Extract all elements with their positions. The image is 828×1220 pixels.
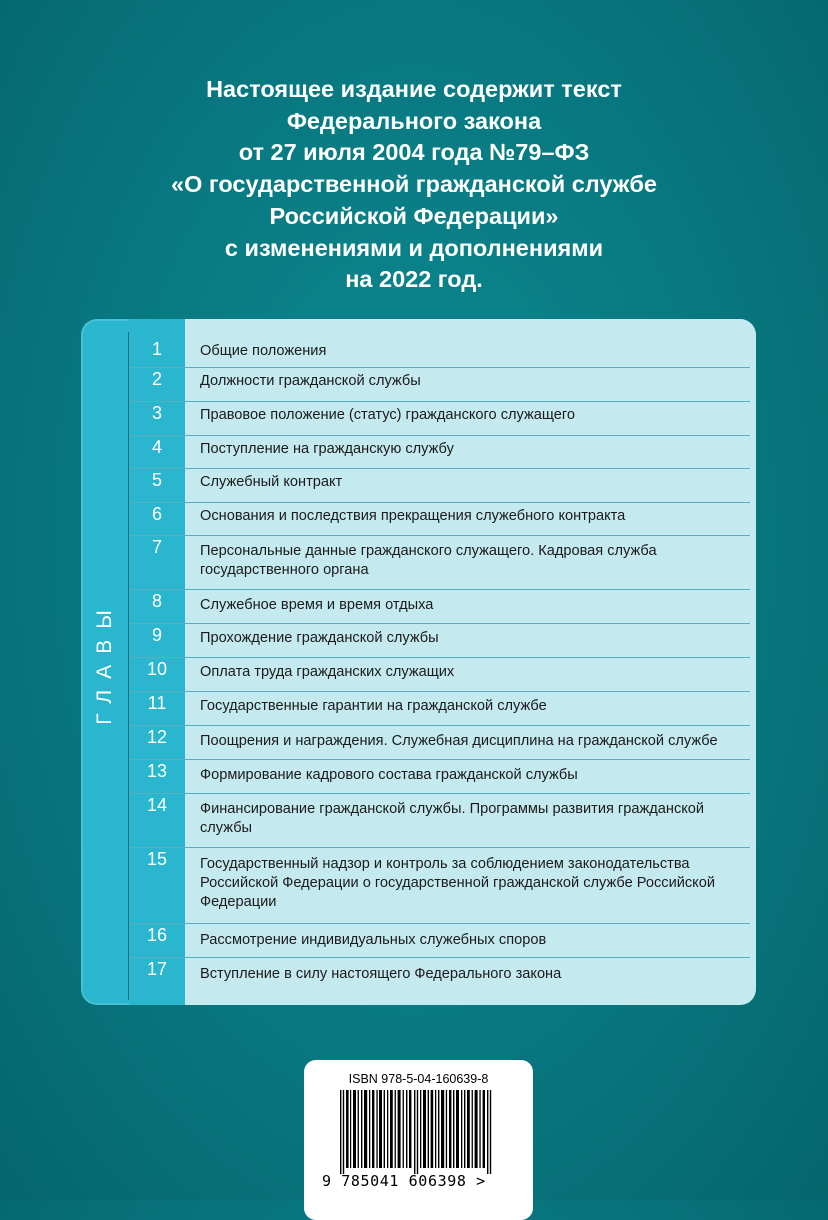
intro-line: с изменениями и дополнениями (224, 234, 604, 261)
chapter-number: 5 (151, 470, 162, 490)
intro-line: Федерального закона (286, 107, 542, 134)
chapter-row (129, 436, 750, 469)
isbn-barcode-box (304, 1060, 533, 1220)
intro-line: Российской Федерации» (269, 202, 559, 229)
chapter-row (129, 692, 750, 726)
chapter-title: Должности гражданской службы (200, 373, 421, 389)
chapter-number: 13 (146, 761, 168, 781)
chapter-number: 9 (151, 625, 162, 645)
chapter-title: Основания и последствия прекращения служебного контракта (200, 508, 626, 524)
chapter-row (129, 794, 750, 848)
chapters-vertical-label-area (81, 319, 129, 1005)
chapter-number: 10 (146, 659, 168, 679)
intro-line: на 2022 год. (345, 266, 483, 293)
chapters-vertical-label: ГЛАВЫ (93, 599, 117, 725)
chapter-title: Рассмотрение индивидуальных служебных споров (200, 932, 547, 948)
chapter-title: Правовое положение (статус) гражданского служащего (200, 407, 575, 423)
chapter-row (129, 760, 750, 794)
intro-line: Настоящее издание содержит текст (206, 76, 622, 102)
chapter-row (129, 338, 750, 368)
chapter-number: 6 (151, 504, 162, 524)
chapters-panel (81, 319, 756, 1005)
chapter-number: 4 (151, 437, 162, 457)
chapter-title: Вступление в силу настоящего Федерального закона (200, 966, 562, 982)
chapter-number: 15 (146, 849, 168, 869)
chapter-row (129, 958, 750, 991)
chapter-title: Оплата труда гражданских служащих (200, 664, 455, 680)
chapter-title: Формирование кадрового состава гражданской службы (200, 767, 578, 783)
chapter-row (129, 368, 750, 402)
chapter-row (129, 924, 750, 958)
chapter-row (129, 658, 750, 692)
chapter-number: 16 (146, 925, 168, 945)
intro-line: от 27 июля 2004 года №79–ФЗ (238, 139, 590, 166)
chapters-list (129, 319, 756, 1005)
intro-line: «О государственной гражданской службе (171, 171, 657, 198)
chapter-number: 1 (151, 339, 162, 359)
chapter-title: Общие положения (200, 343, 327, 359)
isbn-label: ISBN 978-5-04-160639-8 (348, 1072, 489, 1086)
chapter-title: Государственные гарантии на гражданской службе (200, 698, 547, 714)
chapter-title: Финансирование гражданской службы. Программы развития гражданской службы (200, 801, 705, 836)
chapter-title: Персональные данные гражданского служащего. Кадровая служба государственного органа (200, 543, 657, 578)
chapter-number: 2 (151, 369, 162, 389)
chapter-row (129, 590, 750, 624)
chapter-number: 17 (146, 959, 168, 979)
chapter-number: 8 (151, 591, 162, 611)
barcode-digits: 9 785041 606398 > (322, 1172, 486, 1190)
chapter-row (129, 402, 750, 436)
chapter-row (129, 536, 750, 590)
chapter-title: Поступление на гражданскую службу (200, 441, 454, 457)
chapter-title: Прохождение гражданской службы (200, 630, 439, 646)
cover-intro-text (0, 74, 828, 296)
chapter-title: Государственный надзор и контроль за соблюдением законодательства Российской Федерации о государственной гражданской службе Российской Федерации (200, 856, 715, 910)
chapter-number: 3 (151, 403, 162, 423)
chapter-row (129, 848, 750, 924)
chapter-title: Служебное время и время отдыха (200, 597, 434, 613)
chapter-row (129, 624, 750, 658)
chapter-row (129, 503, 750, 536)
chapter-number: 14 (146, 795, 168, 815)
barcode-icon (340, 1090, 500, 1174)
chapter-row (129, 469, 750, 503)
chapter-title: Поощрения и награждения. Служебная дисциплина на гражданской службе (200, 733, 718, 749)
chapter-number: 12 (146, 727, 168, 747)
chapter-row (129, 726, 750, 760)
chapter-title: Служебный контракт (200, 474, 343, 490)
chapter-number: 11 (147, 693, 167, 713)
chapter-number: 7 (151, 537, 162, 557)
